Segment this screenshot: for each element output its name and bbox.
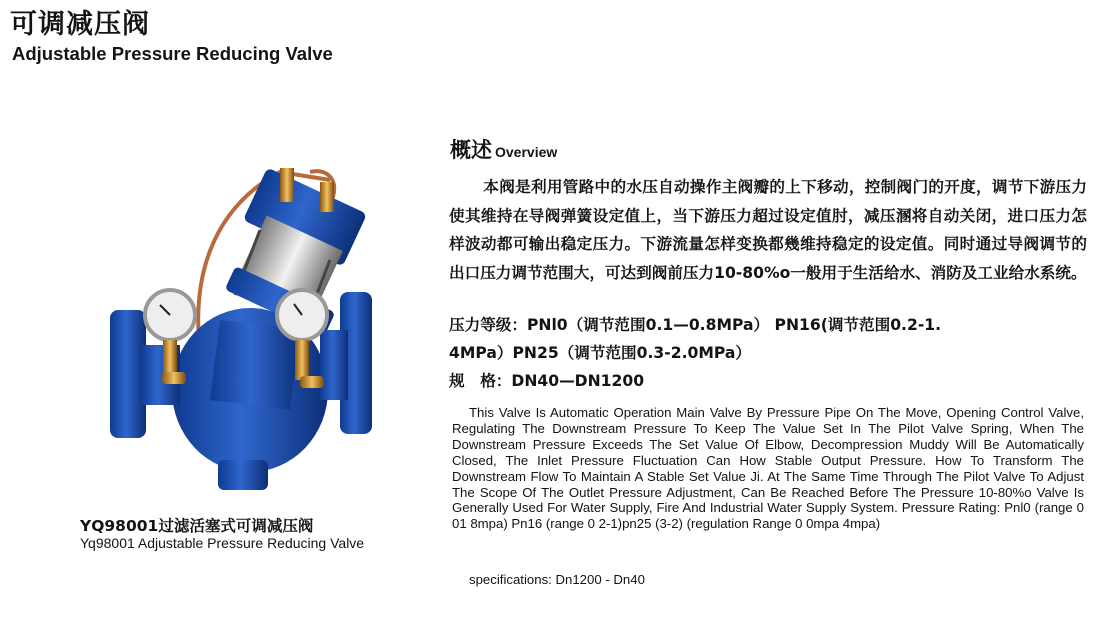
overview-paragraph-en [452,405,1084,532]
overview-paragraph-cn-text: 本阀是利用管路中的水压自动操作主阀瓣的上下移动，控制阀门的开度，调节下游压力使其维持在导阀弹簧设定值上，当下游压力超过设定值肘，减压溷将自动关闭，进口压力怎样波动都可输出稳定压力。下游流量怎样变换都幾维持稳定的设定值。同时通过导阀调节的出口压力调节范围大，可达到阀前压力10-80%o一般用于生活给水、消防及工业给水系统。 [449,178,1087,282]
specification-line-en: specifications: Dn1200 - Dn40 [469,572,645,587]
overview-paragraph-en-text: This Valve Is Automatic Operation Main Valve By Pressure Pipe On The Move, Opening Control Valve, Regulating The Downstream Pressure To Keep The Value Set In The Pilot Valve Spring, When The Downstream Pressure Exceeds The Set Value Of Elbow, Decompression Muddy Will Be Automatically Closed, The Inlet Pressure Fluctuation Can How Stable Output Pressure. How To Transform The Downstream Flow To Maintain A Stable Set Value Ji. At The Same Time Through The Pilot Valve To Adjust The Scope Of The Outlet Pressure Adjustment, Can Be Reached Before The Pressure 10-80%o Valve Is Generally Used For Water Supply, Fire And Industrial Water Supply System. Pressure Rating: Pnl0 (range 0 01 8mpa) Pn16 (range 0 2-1)pn25 (3-2) (regulation Range 0 0mpa 4mpa) [452,405,1084,532]
overview-heading-cn: 概述 [450,138,492,162]
overview-paragraph-cn [449,173,1087,287]
pressure-rating-line-1: 压力等级：PNl0（调节范围0.1—0.8MPa） PN16(调节范围0.2-1. [449,316,942,334]
specification-line-cn: 规 格：DN40—DN1200 [449,372,645,390]
product-caption-en: Yq98001 Adjustable Pressure Reducing Valve [80,535,365,551]
overview-heading-en: Overview [495,144,558,160]
overview-heading [450,134,557,164]
product-caption-cn: YQ98001过滤活塞式可调减压阀 [80,517,314,535]
page-title-cn: 可调减压阀 [10,9,150,40]
page-title-en: Adjustable Pressure Reducing Valve [12,43,333,64]
pressure-rating-line-2: 4MPa）PN25（调节范围0.3-2.0MPa） [449,344,752,362]
pressure-reducing-valve-icon [100,160,390,505]
